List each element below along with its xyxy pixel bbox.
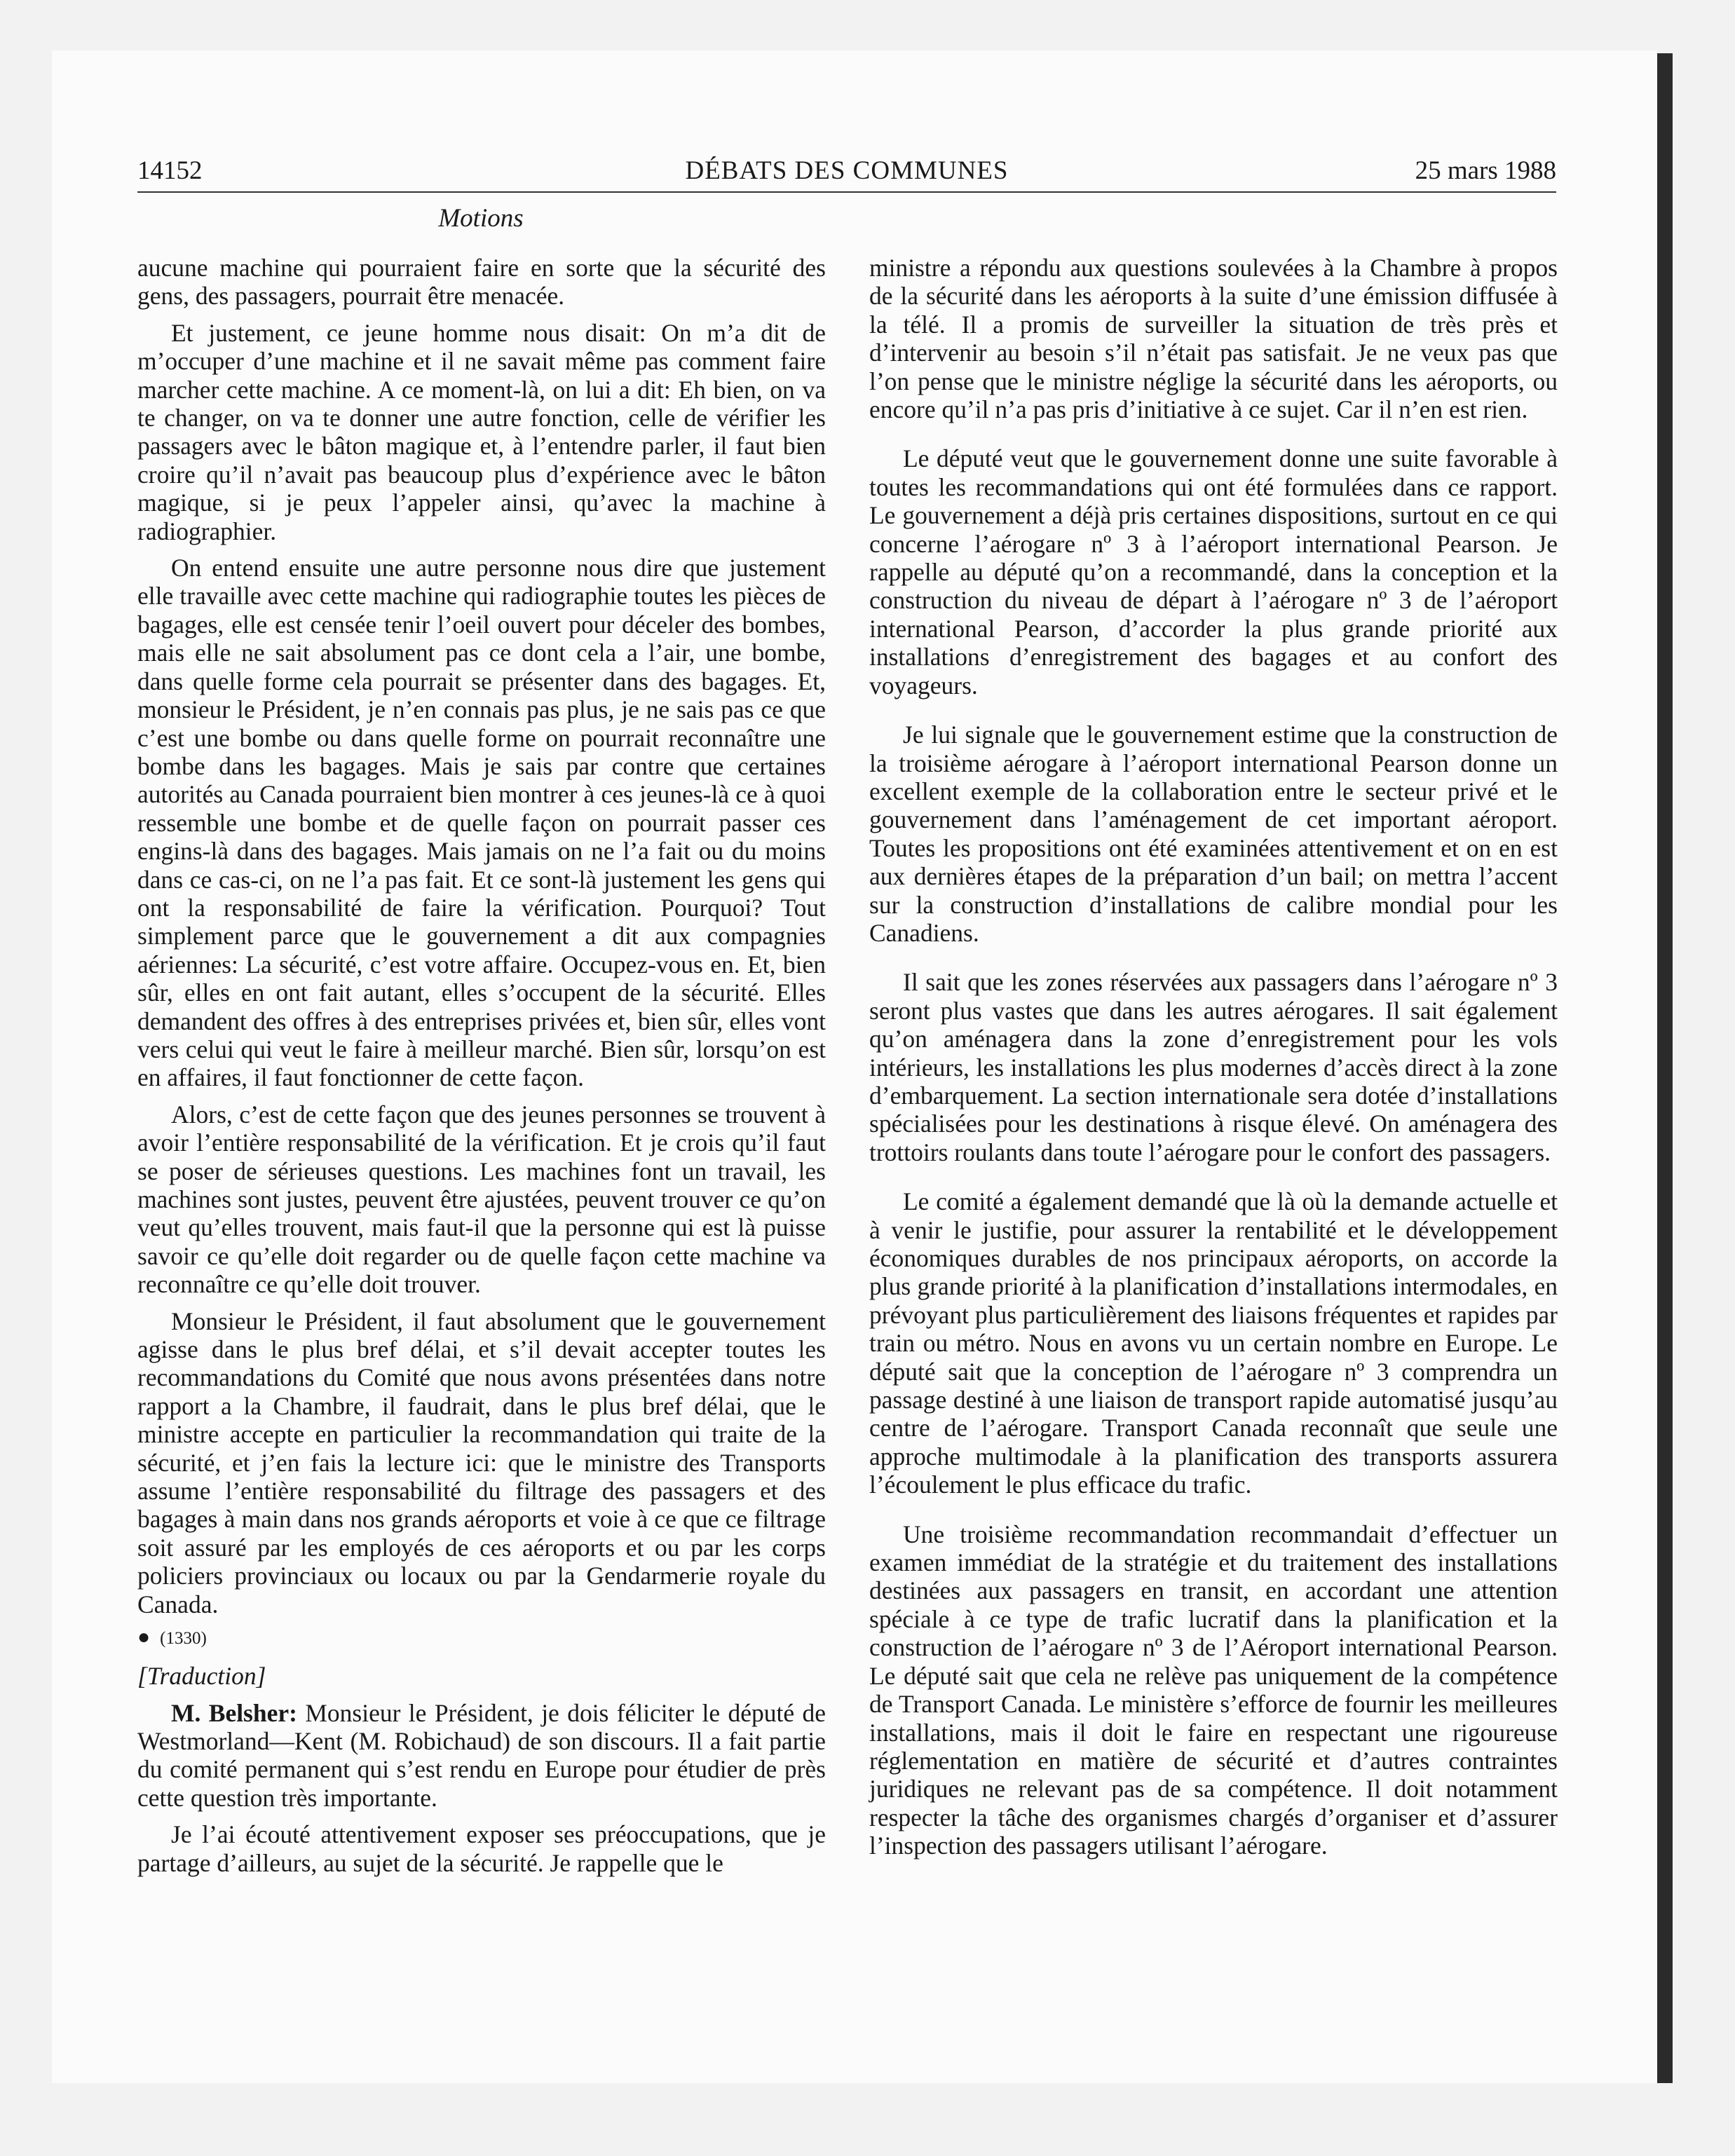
page-header	[137, 156, 1556, 191]
bullet-icon: ●	[137, 1625, 151, 1649]
time-marker-text: (1330)	[160, 1629, 207, 1649]
section-label: Motions	[438, 204, 524, 233]
header-rule	[137, 191, 1556, 193]
speaker-name: M. Belsher:	[171, 1698, 297, 1727]
paragraph: ministre a répondu aux questions soulevées à la Chambre à propos de la sécurité dans les aéroports à la suite d’une émission diffusée à la télé. Il a promis de surveiller la situation de très près et d’intervenir au besoin s’il n’était pas satisfait. Je ne veux pas que l’on pense que le ministre néglige la sécurité dans les aéroports, ou encore qu’il n’a pas pris d’initiative à ce sujet. Car il n’en est rien.	[869, 254, 1558, 424]
speaker-paragraph	[137, 1699, 826, 1813]
time-marker	[137, 1627, 826, 1649]
paragraph: Et justement, ce jeune homme nous disait: On m’a dit de m’occuper d’une machine et il ne savait même pas comment faire marcher cette machine. A ce moment-là, on lui a dit: Eh bien, on va te changer, on va te donner une autre fonction, celle de vérifier les passagers avec le bâton magique et, à l’entendre parler, il faut bien croire qu’il n’avait pas beaucoup plus d’expérience avec le bâton magique, si je peux l’appeler ainsi, qu’avec la machine à radiographier.	[137, 318, 826, 545]
journal-title: DÉBATS DES COMMUNES	[685, 156, 1009, 185]
scan-edge-shadow	[1657, 53, 1673, 2083]
paragraph: Une troisième recommandation recommandait d’effectuer un examen immédiat de la stratégie et du traitement des installations destinées aux passagers en transit, en accordant une attention spéciale à ce type de trafic lucratif dans la planification et la construction de l’aérogare nº 3 de l’Aéroport international Pearson. Le député sait que cela ne relève pas uniquement de la compétence de Transport Canada. Le ministère s’efforce de fournir les meilleures installations, mais il doit le faire en respectant une rigoureuse réglementation en matière de sécurité et d’autres contraintes juridiques ne relevant pas de sa compétence. Il doit notamment respecter la tâche des organismes chargés d’organiser et d’assurer l’inspection des passagers utilisant l’aérogare.	[869, 1520, 1558, 1860]
paragraph: Je lui signale que le gouvernement estime que la construction de la troisième aérogare à l’aéroport international Pearson donne un excellent exemple de la collaboration entre le secteur privé et le gouvernement dans l’aménagement de cet important aéroport. Toutes les propositions ont été examinées attentivement et on en est aux dernières étapes de la préparation d’un bail; on mettra l’accent sur la construction d’installations de calibre mondial pour les Canadiens.	[869, 721, 1558, 947]
paragraph: Je l’ai écouté attentivement exposer ses préoccupations, que je partage d’ailleurs, au sujet de la sécurité. Je rappelle que le	[137, 1820, 826, 1877]
translation-label: [Traduction]	[137, 1662, 266, 1691]
speech-text: Monsieur le Président, je dois féliciter le député de Westmorland—Kent (M. Robichaud) de son discours. Il a fait partie du comité permanent qui s’est rendu en Europe pour étudier de près cette question très importante.	[137, 1698, 826, 1812]
paragraph: Monsieur le Président, il faut absolument que le gouvernement agisse dans le plus bref délai, et s’il devait accepter toutes les recommandations du Comité que nous avons présentées dans notre rapport a la Chambre, il faudrait, dans le plus bref délai, que le ministre accepte en particulier la recommandation qui traite de la sécurité, et j’en fais la lecture ici: que le ministre des Transports assume l’entière responsabilité du filtrage des passagers et des bagages à main dans nos grands aéroports et voie à ce que ce filtrage soit assuré par les employés de ces aéroports et ou par les corps policiers provinciaux ou locaux ou par la Gendarmerie royale du Canada.	[137, 1306, 826, 1618]
paragraph: Alors, c’est de cette façon que des jeunes personnes se trouvent à avoir l’entière responsabilité de la vérification. Et je crois qu’il faut se poser de sérieuses questions. Les machines font un travail, les machines sont justes, peuvent être ajustées, peuvent trouver ce qu’on veut qu’elles trouvent, mais faut-il que la personne qui est là puisse savoir ce qu’elle doit regarder ou de quelle façon cette machine va reconnaître ce qu’elle doit trouver.	[137, 1100, 826, 1299]
right-column	[869, 254, 1558, 1869]
paragraph: Le comité a également demandé que là où la demande actuelle et à venir le justifie, pour assurer la rentabilité et le développement économiques durables de nos principaux aéroports, on accorde la plus grande priorité à la planification d’installations intermodales, en prévoyant plus particulièrement des liaisons fréquentes et rapides par train ou métro. Nous en avons vu un certain nombre en Europe. Le député sait que la conception de l’aérogare nº 3 comprendra un passage destiné à une liaison de transport rapide automatisé jusqu’au centre de l’aérogare. Transport Canada reconnaît que seule une approche multimodale à la planification des transports assurera l’écoulement le plus efficace du trafic.	[869, 1187, 1558, 1499]
paragraph: aucune machine qui pourraient faire en sorte que la sécurité des gens, des passagers, pourrait être menacée.	[137, 254, 826, 311]
paragraph: Le député veut que le gouvernement donne une suite favorable à toutes les recommandations qui ont été formulées dans ce rapport. Le gouvernement a déjà pris certaines dispositions, surtout en ce qui concerne l’aérogare nº 3 à l’aéroport international Pearson. Je rappelle au député qu’on a recommandé, dans la conception et la construction du niveau de départ à l’aérogare nº 3 de l’aéroport international Pearson, d’accorder la plus grande priorité aux installations d’enregistrement des bagages et au confort des voyageurs.	[869, 444, 1558, 700]
left-column	[137, 254, 826, 1885]
publication-date: 25 mars 1988	[1415, 156, 1556, 185]
paragraph: On entend ensuite une autre personne nous dire que justement elle travaille avec cette machine qui radiographie toutes les pièces de bagages, elle est censée tenir l’oeil ouvert pour déceler des bombes, mais elle ne sait absolument pas ce dont cela a l’air, une bombe, dans quelle forme cela pourrait se présenter dans des bagages. Et, monsieur le Président, je n’en connais pas plus, je ne sais pas ce que c’est une bombe ou dans quelle forme on pourrait reconnaître une bombe dans les bagages. Mais je sais par contre que certaines autorités au Canada pourraient bien montrer à ces jeunes-là ce à quoi ressemble une bombe et de quelle façon on pourrait passer ces engins-là dans des bagages. Mais jamais on ne l’a fait ou du moins dans ce cas-ci, on ne l’a pas fait. Et ce sont-là justement les gens qui ont la responsabilité de faire la vérification. Pourquoi? Tout simplement parce que le gouvernement a dit aux compagnies aériennes: La sécurité, c’est votre affaire. Occupez-vous en. Et, bien sûr, elles en ont fait autant, elles s’occupent de la sécurité. Elles demandent des offres à des entreprises privées et, bien sûr, elles vont vers celui qui veut le faire à meilleur marché. Bien sûr, lorsqu’on est en affaires, il faut fonctionner de cette façon.	[137, 554, 826, 1092]
page-number: 14152	[137, 156, 203, 185]
paragraph: Il sait que les zones réservées aux passagers dans l’aérogare nº 3 seront plus vastes que dans les autres aérogares. Il sait également qu’on aménagera dans la zone d’enregistrement pour les vols intérieurs, les installations les plus modernes d’accès direct à la zone d’embarquement. La section internationale sera dotée d’installations spécialisées pour les destinations à risque élevé. On aménagera des trottoirs roulants dans toute l’aérogare pour le confort des passagers.	[869, 968, 1558, 1166]
